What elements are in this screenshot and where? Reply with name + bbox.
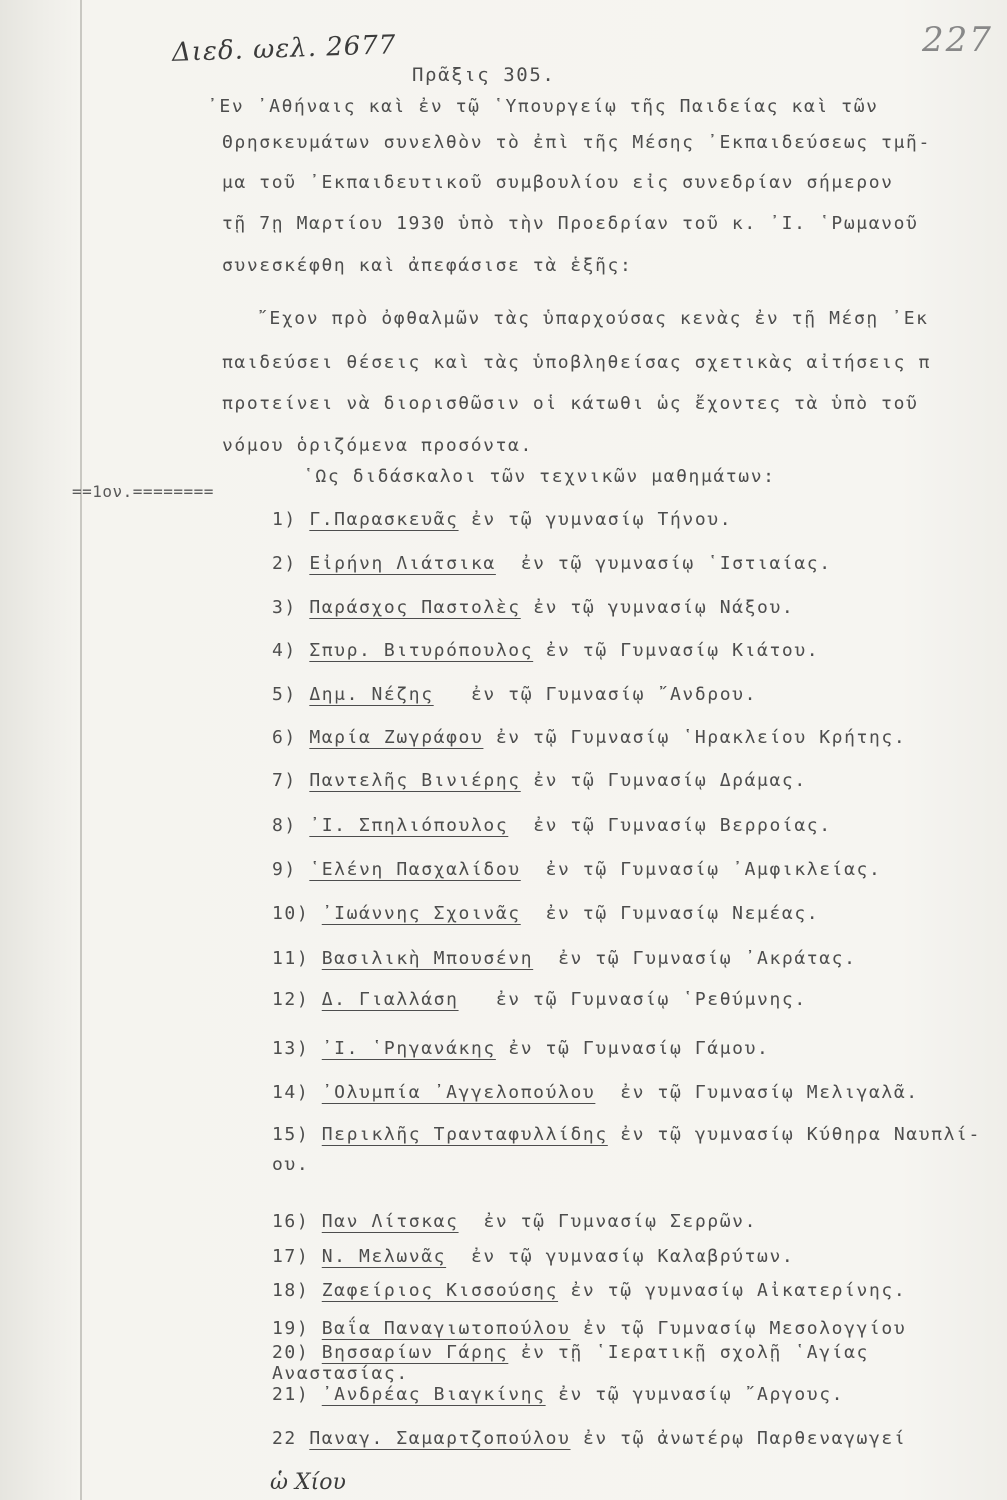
list-item: 5) Δημ. Νέζης ἐν τῷ Γυμνασίῳ ῎Ανδρου. bbox=[272, 684, 758, 705]
list-item: 12) Δ. Γιαλλάση ἐν τῷ Γυμνασίῳ ῾Ρεθύμνης. bbox=[272, 989, 807, 1010]
list-item: 2) Εἰρήνη Λιάτσικα ἐν τῷ γυμνασίῳ ῾Ιστιαίας. bbox=[272, 553, 832, 574]
intro-line: ᾿Εν ᾿Αθήναις καὶ ἐν τῷ ῾Υπουργείῳ τῆς Παιδείας καὶ τῶν bbox=[207, 96, 879, 117]
binding-margin bbox=[80, 0, 82, 1500]
list-item: 11) Βασιλικὴ Μπουσένη ἐν τῷ Γυμνασίῳ ᾿Ακράτας. bbox=[272, 948, 857, 969]
list-item-continuation: Αναστασίας. bbox=[272, 1363, 409, 1384]
list-item: 21) ᾿Ανδρέας Βιαγκίνης ἐν τῷ γυμνασίῳ ῎Αργους. bbox=[272, 1384, 845, 1405]
list-item: 8) ᾿Ι. Σπηλιόπουλος ἐν τῷ Γυμνασίῳ Βερροίας. bbox=[272, 815, 832, 836]
list-item: 10) ᾿Ιωάννης Σχοινᾶς ἐν τῷ Γυμνασίῳ Νεμέας. bbox=[272, 903, 820, 924]
list-item: 1) Γ.Παρασκευᾶς ἐν τῷ γυμνασίῳ Τήνου. bbox=[272, 509, 733, 530]
list-item: 19) Βαΐα Παναγιωτοπούλου ἐν τῷ Γυμνασίῳ Μεσολογγίου bbox=[272, 1318, 907, 1339]
intro-line: τῇ 7ῃ Μαρτίου 1930 ὑπὸ τὴν Προεδρίαν τοῦ κ. ᾿Ι. ῾Ρωμανοῦ bbox=[222, 213, 919, 234]
list-item: 20) Βησσαρίων Γάρης ἐν τῇ ῾Ιερατικῇ σχολῇ ῾Αγίας bbox=[272, 1342, 869, 1363]
list-item: 6) Μαρία Ζωγράφου ἐν τῷ Γυμνασίῳ ῾Ηρακλείου Κρήτης. bbox=[272, 727, 907, 748]
list-item: 18) Ζαφείριος Κισσούσης ἐν τῷ γυμνασίῳ Αἰκατερίνης. bbox=[272, 1280, 907, 1301]
folio-number: 227 bbox=[922, 20, 993, 60]
list-item: 15) Περικλῆς Τρανταφυλλίδης ἐν τῷ γυμνασίῳ Κύθηρα Ναυπλί- bbox=[272, 1124, 981, 1145]
list-item: 16) Παν Λίτσκας ἐν τῷ Γυμνασίῳ Σερρῶν. bbox=[272, 1211, 758, 1232]
archive-reference-note: Διεδ. ωελ. 2677 bbox=[171, 30, 397, 68]
list-item: 3) Παράσχος Παστολὲς ἐν τῷ γυμνασίῳ Νάξου. bbox=[272, 597, 795, 618]
section-marker: ==1ον.======== bbox=[72, 482, 214, 501]
intro-line: ῎Εχον πρὸ ὀφθαλμῶν τὰς ὑπαρχούσας κενὰς ἐν τῇ Μέσῃ ᾿Εκ bbox=[257, 308, 929, 329]
intro-line: μα τοῦ ᾿Εκπαιδευτικοῦ συμβουλίου εἰς συνεδρίαν σήμερον bbox=[222, 172, 894, 193]
handwritten-note: ὡ Χίου bbox=[270, 1470, 346, 1495]
intro-line: προτείνει νὰ διορισθῶσιν οἱ κάτωθι ὡς ἔχοντες τὰ ὑπὸ τοῦ bbox=[222, 393, 919, 414]
list-item: 9) ῾Ελένη Πασχαλίδου ἐν τῷ Γυμνασίῳ ᾿Αμφικλείας. bbox=[272, 859, 882, 880]
intro-line: νόμου ὁριζόμενα προσόντα. bbox=[222, 435, 533, 456]
intro-line: Θρησκευμάτων συνελθὸν τὸ ἐπὶ τῆς Μέσης ᾿Εκπαιδεύσεως τμῆ- bbox=[222, 132, 931, 153]
list-item: 14) ᾿Ολυμπία ᾿Αγγελοπούλου ἐν τῷ Γυμνασίῳ Μελιγαλᾶ. bbox=[272, 1082, 919, 1103]
list-item: 13) ᾿Ι. ῾Ρηγανάκης ἐν τῷ Γυμνασίῳ Γάμου. bbox=[272, 1038, 770, 1059]
intro-line: παιδεύσει θέσεις καὶ τὰς ὑποβληθείσας σχετικὰς αἰτήσεις π bbox=[222, 352, 931, 373]
list-item: 22 Παναγ. Σαμαρτζοπούλου ἐν τῷ ἀνωτέρῳ Παρθεναγωγεί bbox=[272, 1428, 907, 1449]
list-item: 4) Σπυρ. Βιτυρόπουλος ἐν τῷ Γυμνασίῳ Κιάτου. bbox=[272, 640, 820, 661]
list-item: 17) Ν. Μελωνᾶς ἐν τῷ γυμνασίῳ Καλαβρύτων. bbox=[272, 1246, 795, 1267]
intro-line: συνεσκέφθη καὶ ἀπεφάσισε τὰ ἑξῆς: bbox=[222, 255, 633, 276]
page-title: Πρᾶξις 305. bbox=[412, 64, 556, 86]
list-item: 7) Παντελῆς Βινιέρης ἐν τῷ Γυμνασίῳ Δράμας. bbox=[272, 770, 807, 791]
section-heading: ῾Ως διδάσκαλοι τῶν τεχνικῶν μαθημάτων: bbox=[303, 466, 776, 487]
list-item-continuation: ου. bbox=[272, 1154, 310, 1175]
